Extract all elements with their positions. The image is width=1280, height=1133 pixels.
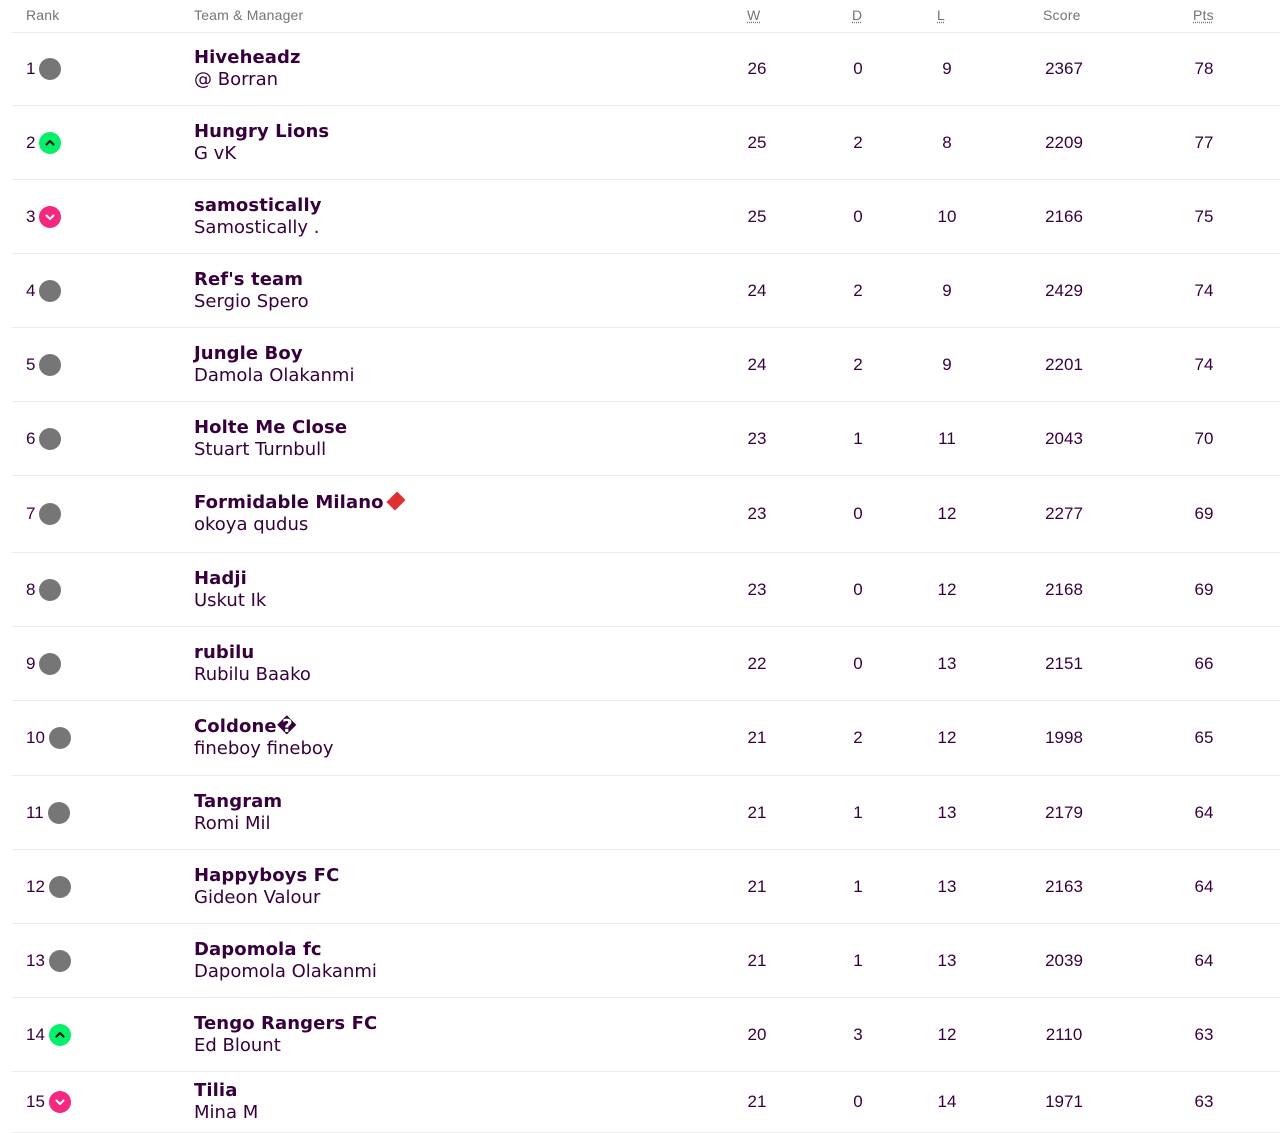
rank-number: 6 (26, 428, 36, 448)
manager-name: Rubilu Baako (194, 663, 311, 685)
manager-name: Dapomola Olakanmi (194, 960, 377, 982)
rank-number: 9 (26, 653, 36, 673)
team-manager-cell[interactable] (194, 791, 282, 835)
rank-number: 3 (26, 206, 36, 226)
circle-icon (48, 802, 70, 824)
lost-cell: 8 (942, 132, 952, 152)
won-cell: 21 (747, 950, 767, 970)
drawn-cell: 0 (853, 504, 863, 523)
points-cell: 64 (1194, 802, 1214, 822)
table-row[interactable] (12, 998, 1280, 1072)
won-cell: 23 (747, 428, 767, 448)
circle-icon (49, 876, 71, 898)
team-name: rubilu (194, 641, 255, 663)
table-row[interactable] (12, 701, 1280, 776)
manager-name: Uskut Ik (194, 589, 267, 611)
manager-name: Romi Mil (194, 812, 271, 834)
team-name: Jungle Boy (194, 342, 303, 364)
rank-cell (26, 428, 61, 450)
circle-icon (39, 653, 61, 675)
team-manager-cell[interactable] (194, 492, 402, 536)
team-name: Hadji (194, 567, 247, 589)
points-cell: 63 (1194, 1024, 1214, 1044)
lost-cell: 13 (937, 653, 957, 673)
score-cell: 2179 (1045, 802, 1083, 822)
rank-cell (26, 132, 61, 154)
team-manager-cell[interactable] (194, 417, 347, 461)
lost-cell: 13 (937, 950, 957, 970)
drawn-cell: 2 (853, 354, 863, 374)
lost-cell: 13 (937, 876, 957, 896)
won-cell: 21 (747, 728, 767, 747)
team-name: Tengo Rangers FC (194, 1012, 378, 1034)
header-score[interactable]: Score (1043, 7, 1081, 23)
won-cell: 22 (747, 653, 767, 673)
drawn-cell: 2 (853, 132, 863, 152)
won-cell: 23 (747, 504, 767, 523)
lost-cell: 9 (942, 59, 952, 78)
won-cell: 25 (747, 206, 767, 226)
team-name: Tangram (194, 790, 283, 812)
table-row[interactable] (12, 776, 1280, 850)
won-cell: 21 (747, 1092, 767, 1111)
table-row[interactable] (12, 33, 1280, 106)
drawn-cell: 0 (853, 653, 863, 673)
table-row[interactable] (12, 850, 1280, 924)
lost-cell: 14 (937, 1092, 957, 1111)
table-row[interactable] (12, 627, 1280, 701)
rank-cell (26, 1024, 71, 1046)
points-cell: 74 (1194, 354, 1214, 374)
circle-icon (39, 58, 61, 80)
team-name: Tilia (194, 1080, 238, 1101)
team-manager-cell[interactable] (194, 568, 266, 612)
drawn-cell: 1 (853, 428, 863, 448)
table-row[interactable] (12, 402, 1280, 476)
score-cell: 2201 (1045, 354, 1083, 374)
team-manager-cell[interactable] (194, 343, 354, 387)
team-name-link[interactable] (194, 716, 334, 738)
team-manager-cell[interactable] (194, 865, 339, 909)
circle-icon (39, 280, 61, 302)
rank-number: 10 (26, 728, 45, 747)
score-cell: 2043 (1045, 428, 1083, 448)
red-diamond-icon (386, 491, 405, 510)
points-cell: 64 (1194, 950, 1214, 970)
score-cell: 1998 (1045, 728, 1083, 747)
won-cell: 26 (747, 59, 767, 78)
lost-cell: 9 (942, 280, 952, 300)
team-name-link[interactable] (194, 791, 282, 813)
team-manager-cell[interactable] (194, 716, 334, 760)
team-name-link[interactable] (194, 47, 301, 69)
rank-number: 5 (26, 354, 36, 374)
team-name-link[interactable] (194, 1080, 258, 1102)
rank-cell (26, 653, 61, 675)
team-name: Hiveheadz (194, 47, 301, 68)
won-cell: 25 (747, 132, 767, 152)
team-name-link[interactable] (194, 195, 322, 217)
table-row[interactable] (12, 106, 1280, 180)
lost-cell: 13 (937, 802, 957, 822)
score-cell: 2151 (1045, 653, 1083, 673)
table-body (12, 33, 1280, 1133)
circle-icon (39, 428, 61, 450)
drawn-cell: 2 (853, 280, 863, 300)
lost-cell: 12 (937, 504, 957, 523)
points-cell: 69 (1194, 579, 1214, 599)
points-cell: 63 (1194, 1092, 1214, 1111)
lost-cell: 10 (937, 206, 957, 226)
table-row[interactable] (12, 328, 1280, 402)
chevron-up-icon (49, 1024, 71, 1046)
won-cell: 20 (747, 1024, 767, 1044)
manager-name: okoya qudus (194, 514, 309, 535)
table-row[interactable] (12, 1072, 1280, 1133)
rank-cell (26, 503, 61, 525)
drawn-cell: 2 (853, 728, 863, 747)
rank-number: 12 (26, 876, 45, 896)
circle-icon (39, 503, 61, 525)
drawn-cell: 1 (853, 876, 863, 896)
team-manager-cell[interactable] (194, 121, 329, 165)
lost-cell: 12 (937, 579, 957, 599)
rank-cell (26, 1091, 71, 1113)
team-name-link[interactable] (194, 568, 266, 590)
points-cell: 75 (1194, 206, 1214, 226)
manager-name: Samostically . (194, 216, 320, 238)
team-manager-cell[interactable] (194, 642, 311, 686)
team-manager-cell[interactable] (194, 939, 377, 983)
drawn-cell: 0 (853, 579, 863, 599)
rank-cell (26, 876, 71, 898)
points-cell: 77 (1194, 132, 1214, 152)
lost-cell: 9 (942, 354, 952, 374)
drawn-cell: 0 (853, 59, 863, 78)
table-row[interactable] (12, 553, 1280, 627)
header-won[interactable]: W (747, 7, 761, 23)
team-manager-cell[interactable] (194, 195, 322, 239)
drawn-cell: 3 (853, 1024, 863, 1044)
points-cell: 65 (1194, 728, 1214, 747)
team-name: Ref's team (194, 268, 304, 290)
drawn-cell: 0 (853, 206, 863, 226)
points-cell: 74 (1194, 280, 1214, 300)
won-cell: 24 (747, 280, 767, 300)
manager-name: @ Borran (194, 69, 279, 90)
drawn-cell: 1 (853, 802, 863, 822)
points-cell: 70 (1194, 428, 1214, 448)
rank-number: 11 (26, 802, 44, 822)
points-cell: 66 (1194, 653, 1214, 673)
header-drawn[interactable]: D (852, 7, 863, 23)
circle-icon (49, 727, 71, 749)
team-manager-cell[interactable] (194, 1013, 377, 1057)
score-cell: 1971 (1045, 1092, 1083, 1111)
header-lost[interactable]: L (937, 7, 945, 23)
circle-icon (49, 950, 71, 972)
rank-number: 7 (26, 504, 36, 523)
team-name-link[interactable] (194, 417, 347, 439)
won-cell: 23 (747, 579, 767, 599)
manager-name: fineboy fineboy (194, 738, 334, 759)
rank-cell (26, 354, 61, 376)
won-cell: 21 (747, 802, 767, 822)
team-name-link[interactable] (194, 1013, 377, 1035)
team-name: Holte Me Close (194, 416, 348, 438)
manager-name: Sergio Spero (194, 290, 309, 312)
won-cell: 21 (747, 876, 767, 896)
drawn-cell: 1 (853, 950, 863, 970)
rank-cell (26, 950, 71, 972)
lost-cell: 11 (938, 428, 956, 448)
chevron-down-icon (39, 206, 61, 228)
score-cell: 2163 (1045, 876, 1083, 896)
header-team-manager[interactable]: Team & Manager (194, 7, 304, 23)
table-row[interactable] (12, 476, 1280, 553)
team-name: Happyboys FC (194, 864, 340, 886)
rank-number: 14 (26, 1024, 45, 1044)
rank-number: 8 (26, 579, 36, 599)
league-standings-table (12, 0, 1280, 1133)
team-manager-cell[interactable] (194, 269, 309, 313)
rank-cell (26, 58, 61, 80)
rank-number: 4 (26, 280, 36, 300)
header-rank[interactable]: Rank (26, 7, 60, 23)
rank-number: 13 (26, 950, 45, 970)
table-row[interactable] (12, 180, 1280, 254)
score-cell: 2367 (1045, 59, 1083, 78)
manager-name: Stuart Turnbull (194, 438, 327, 460)
chevron-up-icon (39, 132, 61, 154)
manager-name: Gideon Valour (194, 886, 321, 908)
table-row[interactable] (12, 924, 1280, 998)
circle-icon (39, 579, 61, 601)
chevron-down-icon (49, 1091, 71, 1113)
rank-cell (26, 280, 61, 302)
lost-cell: 12 (937, 728, 957, 747)
manager-name: Ed Blount (194, 1034, 281, 1056)
rank-cell (26, 579, 61, 601)
team-name-link[interactable] (194, 121, 329, 143)
rank-number: 15 (26, 1092, 45, 1111)
rank-number: 2 (26, 132, 36, 152)
team-name: Formidable Milano (194, 492, 384, 513)
header-points[interactable]: Pts (1193, 7, 1214, 23)
team-name-link[interactable] (194, 939, 377, 961)
team-name: Coldone� (194, 716, 297, 737)
score-cell: 2168 (1045, 579, 1083, 599)
rank-number: 1 (26, 59, 36, 78)
team-name: Hungry Lions (194, 120, 330, 142)
drawn-cell: 0 (853, 1092, 863, 1111)
team-name-link[interactable] (194, 865, 339, 887)
points-cell: 64 (1194, 876, 1214, 896)
score-cell: 2209 (1045, 132, 1083, 152)
score-cell: 2429 (1045, 280, 1083, 300)
lost-cell: 12 (937, 1024, 957, 1044)
points-cell: 78 (1194, 59, 1214, 78)
table-header (12, 0, 1280, 33)
manager-name: G vK (194, 142, 237, 164)
team-name: Dapomola fc (194, 938, 322, 960)
circle-icon (39, 354, 61, 376)
team-name-link[interactable] (194, 492, 402, 514)
manager-name: Mina M (194, 1102, 259, 1123)
team-manager-cell[interactable] (194, 1080, 258, 1124)
team-name-link[interactable] (194, 343, 354, 365)
team-name-link[interactable] (194, 269, 309, 291)
won-cell: 24 (747, 354, 767, 374)
points-cell: 69 (1194, 504, 1214, 523)
team-name: samostically (194, 194, 322, 216)
rank-cell (26, 206, 61, 228)
score-cell: 2039 (1045, 950, 1083, 970)
score-cell: 2110 (1045, 1024, 1083, 1044)
rank-cell (26, 802, 70, 824)
manager-name: Damola Olakanmi (194, 364, 355, 386)
rank-cell (26, 727, 71, 749)
team-manager-cell[interactable] (194, 47, 301, 91)
score-cell: 2277 (1045, 504, 1083, 523)
team-name-link[interactable] (194, 642, 311, 664)
table-row[interactable] (12, 254, 1280, 328)
score-cell: 2166 (1045, 206, 1083, 226)
